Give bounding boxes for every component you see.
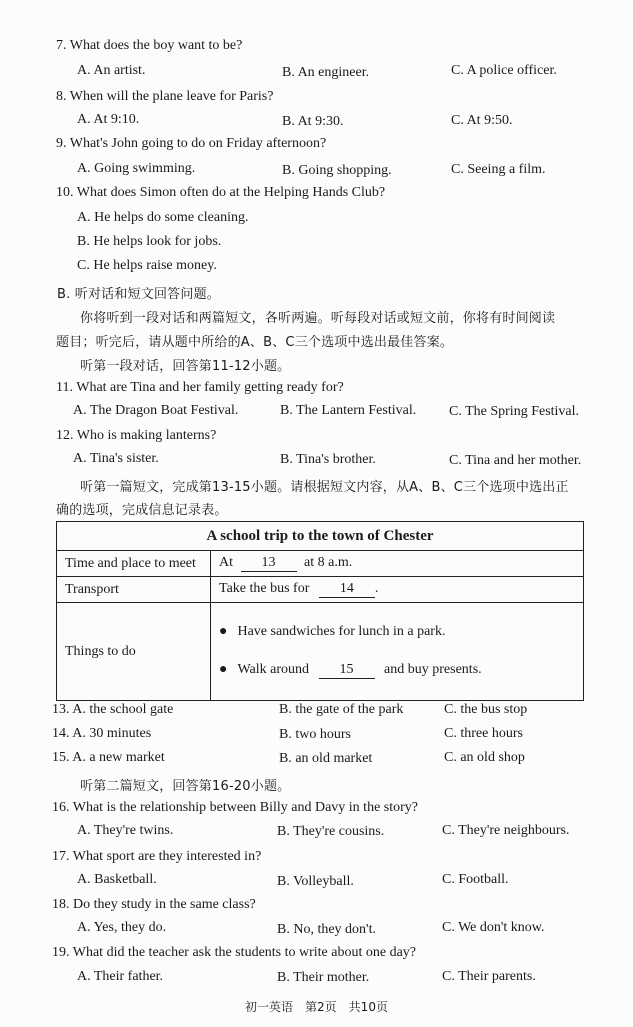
question-14-option-a: 14. A. 30 minutes bbox=[52, 726, 152, 741]
question-9-option-a: A. Going swimming. bbox=[77, 161, 196, 176]
question-16-option-a: A. They're twins. bbox=[77, 823, 174, 838]
question-12-option-a: A. Tina's sister. bbox=[73, 451, 159, 466]
question-18-option-c: C. We don't know. bbox=[442, 920, 545, 935]
dialogue-intro: 听第一段对话，回答第11-12小题。 bbox=[80, 359, 291, 374]
question-18-stem: 18. Do they study in the same class? bbox=[52, 897, 256, 912]
question-16-option-b: B. They're cousins. bbox=[277, 824, 385, 839]
question-13-option-a: 13. A. the school gate bbox=[52, 702, 174, 717]
question-19-option-b: B. Their mother. bbox=[277, 970, 370, 985]
question-7-option-c: C. A police officer. bbox=[451, 63, 557, 78]
transport-value bbox=[211, 577, 584, 603]
question-17-option-b: B. Volleyball. bbox=[277, 874, 354, 889]
question-10-option-b: B. He helps look for jobs. bbox=[77, 234, 222, 249]
question-10-option-c: C. He helps raise money. bbox=[77, 258, 217, 273]
question-7-option-b: B. An engineer. bbox=[282, 65, 370, 80]
question-17-option-a: A. Basketball. bbox=[77, 872, 157, 887]
bullet-icon: ● bbox=[219, 624, 228, 639]
question-7-stem: 7. What does the boy want to be? bbox=[56, 38, 243, 53]
question-9-option-c: C. Seeing a film. bbox=[451, 162, 546, 177]
question-18-option-a: A. Yes, they do. bbox=[77, 920, 167, 935]
activity-item-lunch bbox=[219, 624, 575, 640]
question-8-option-b: B. At 9:30. bbox=[282, 114, 344, 129]
question-11-option-b: B. The Lantern Festival. bbox=[280, 403, 417, 418]
activity-item-walk bbox=[219, 662, 575, 679]
question-12-option-c: C. Tina and her mother. bbox=[449, 453, 582, 468]
time-place-suffix: at 8 a.m. bbox=[304, 555, 353, 570]
activity-walk-suffix: and buy presents. bbox=[384, 662, 482, 677]
question-16-stem: 16. What is the relationship between Billy and Davy in the story? bbox=[52, 800, 418, 815]
question-13-option-c: C. the bus stop bbox=[444, 702, 528, 717]
question-12-option-b: B. Tina's brother. bbox=[280, 452, 376, 467]
table-title: A school trip to the town of Chester bbox=[57, 522, 584, 551]
section-b-instructions-line1: 你将听到一段对话和两篇短文，各听两遍。听每段对话或短文前，你将有时间阅读 bbox=[80, 311, 556, 326]
passage1-intro-line1: 听第一篇短文，完成第13-15小题。请根据短文内容，从A、B、C三个选项中选出正 bbox=[80, 480, 569, 495]
question-19-stem: 19. What did the teacher ask the students to write about one day? bbox=[52, 945, 417, 960]
blank-14: 14 bbox=[319, 581, 375, 598]
question-18-option-b: B. No, they don't. bbox=[277, 922, 376, 937]
things-to-do-value bbox=[211, 603, 584, 701]
question-9-stem: 9. What's John going to do on Friday afternoon? bbox=[56, 136, 327, 151]
transport-suffix: . bbox=[374, 581, 379, 596]
question-8-option-c: C. At 9:50. bbox=[451, 113, 513, 128]
question-15-option-c: C. an old shop bbox=[444, 750, 525, 765]
question-17-stem: 17. What sport are they interested in? bbox=[52, 849, 262, 864]
bullet-icon: ● bbox=[219, 662, 228, 677]
question-16-option-c: C. They're neighbours. bbox=[442, 823, 570, 838]
activity-lunch-text: Have sandwiches for lunch in a park. bbox=[237, 624, 446, 639]
blank-13: 13 bbox=[241, 555, 297, 572]
question-13-option-b: B. the gate of the park bbox=[279, 702, 404, 717]
question-14-option-b: B. two hours bbox=[279, 727, 351, 742]
question-8-option-a: A. At 9:10. bbox=[77, 112, 140, 127]
transport-label: Transport bbox=[57, 577, 211, 603]
question-12-stem: 12. Who is making lanterns? bbox=[56, 428, 217, 443]
question-17-option-c: C. Football. bbox=[442, 872, 509, 887]
question-15-option-a: 15. A. a new market bbox=[52, 750, 165, 765]
question-7-option-a: A. An artist. bbox=[77, 63, 146, 78]
question-8-stem: 8. When will the plane leave for Paris? bbox=[56, 89, 274, 104]
section-b-instructions-line2: 题目；听完后，请从题中所给的A、B、C三个选项中选出最佳答案。 bbox=[56, 335, 454, 350]
question-19-option-c: C. Their parents. bbox=[442, 969, 536, 984]
time-place-value bbox=[211, 551, 584, 577]
question-11-stem: 11. What are Tina and her family getting ready for? bbox=[56, 380, 344, 395]
question-14-option-c: C. three hours bbox=[444, 726, 523, 741]
blank-15: 15 bbox=[319, 662, 375, 679]
things-to-do-label: Things to do bbox=[57, 603, 211, 701]
question-11-option-c: C. The Spring Festival. bbox=[449, 404, 580, 419]
question-9-option-b: B. Going shopping. bbox=[282, 163, 392, 178]
question-15-option-b: B. an old market bbox=[279, 751, 373, 766]
question-10-option-a: A. He helps do some cleaning. bbox=[77, 210, 249, 225]
passage2-intro: 听第二篇短文，回答第16-20小题。 bbox=[80, 779, 291, 794]
question-19-option-a: A. Their father. bbox=[77, 969, 164, 984]
passage1-intro-line2: 确的选项，完成信息记录表。 bbox=[56, 503, 228, 518]
activity-walk-prefix: Walk around bbox=[237, 662, 310, 677]
page-footer: 初一英语 第2页 共10页 bbox=[245, 1000, 388, 1014]
time-place-prefix: At bbox=[219, 555, 233, 570]
section-b-title: B. 听对话和短文回答问题。 bbox=[57, 287, 220, 302]
question-10-stem: 10. What does Simon often do at the Helping Hands Club? bbox=[56, 185, 386, 200]
transport-prefix: Take the bus for bbox=[219, 581, 310, 596]
time-place-label: Time and place to meet bbox=[57, 551, 211, 577]
school-trip-info-table bbox=[56, 521, 584, 701]
question-11-option-a: A. The Dragon Boat Festival. bbox=[73, 403, 239, 418]
